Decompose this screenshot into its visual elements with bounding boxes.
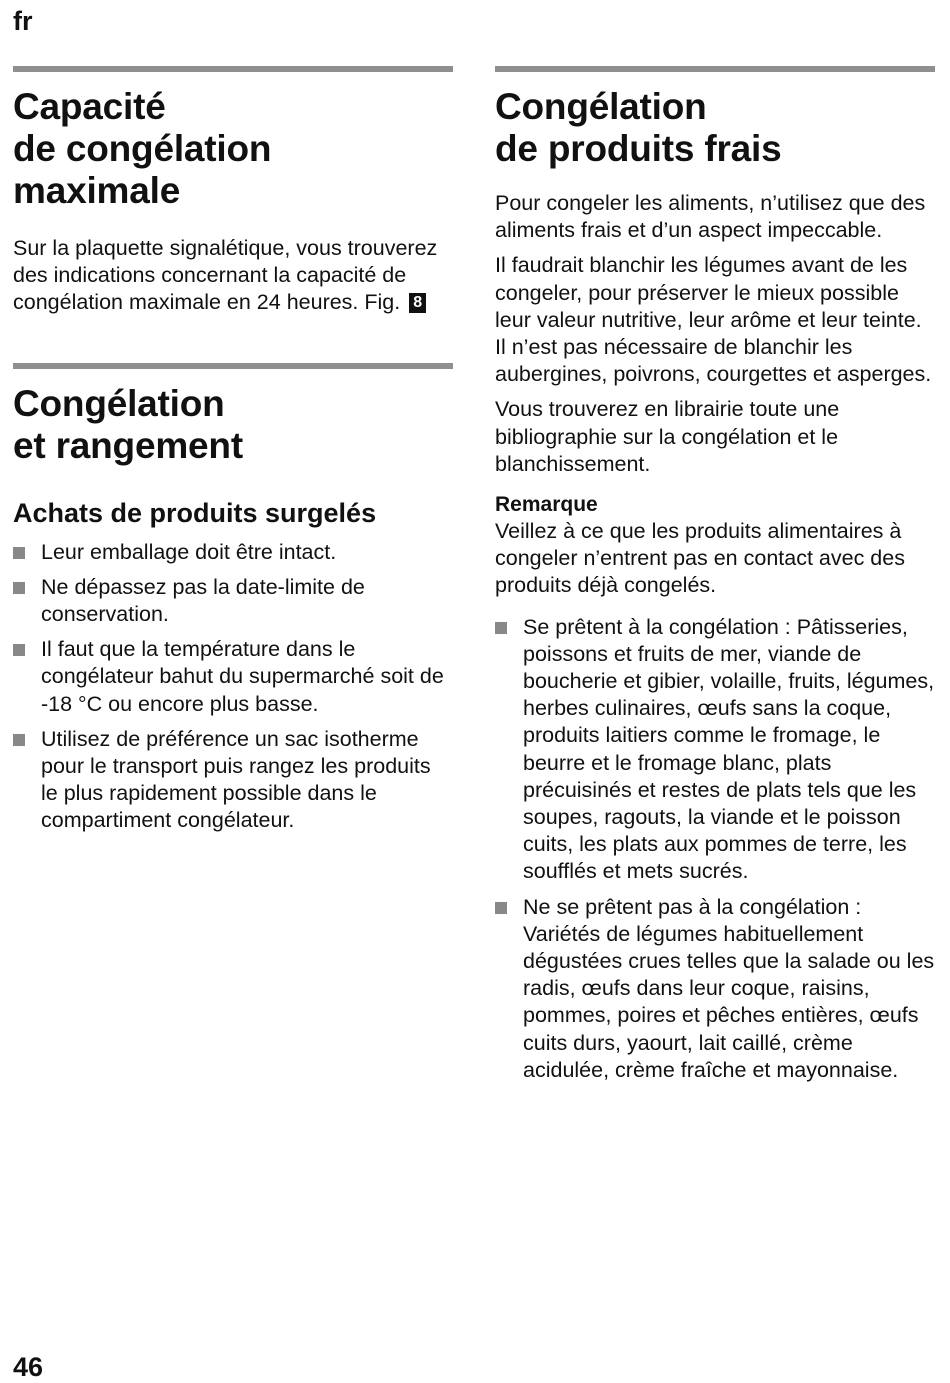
- left-column: [13, 66, 453, 835]
- right-column: [495, 66, 935, 1084]
- square-bullet-icon: [13, 547, 25, 559]
- section-title-fresh-products: [495, 86, 935, 170]
- capacity-text: Sur la plaquette signalétique, vous trouverez des indications concernant la capacité de congélation maximale en 24 heures. Fig.: [13, 236, 438, 315]
- language-label: fr: [13, 6, 33, 36]
- title-line: Congélation: [495, 86, 707, 127]
- list-item-text: Il faut que la température dans le congélateur bahut du supermarché soit de -18 °C ou encore plus basse.: [41, 637, 444, 716]
- list-item-text: Utilisez de préférence un sac isotherme pour le transport puis rangez les produits le plus rapidement possible dans le compartiment congélateur.: [41, 726, 431, 833]
- figure-reference-badge: 8: [409, 293, 426, 313]
- title-line: de congélation: [13, 128, 272, 169]
- title-line: maximale: [13, 170, 181, 211]
- list-item: [13, 539, 453, 566]
- list-item: [495, 614, 935, 886]
- section-rule: [13, 363, 453, 369]
- frozen-purchases-list: [13, 539, 453, 835]
- square-bullet-icon: [495, 902, 507, 914]
- title-line: Congélation: [13, 382, 225, 424]
- list-item: [13, 726, 453, 835]
- list-item-text: Leur emballage doit être intact.: [41, 539, 337, 564]
- list-item-text: Ne dépassez pas la date-limite de conservation.: [41, 574, 365, 627]
- section-rule: [13, 66, 453, 72]
- section-freezing-storage: [13, 363, 453, 835]
- page-number: 46: [13, 1352, 44, 1382]
- square-bullet-icon: [495, 622, 507, 634]
- section-title-freezing-storage: [13, 383, 453, 467]
- list-item-text: Se prêtent à la congélation : Pâtisseries, poissons et fruits de mer, viande de boucherie et gibier, volaille, fruits, légumes, herbes culinaires, œufs sans la coque, produits laitiers comme le fromage, le beurre et le fromage blanc, plats précuisinés et restes de plats tels que les soupes, ragouts, la viande et le poisson cuits, les plats aux pommes de terre, les soufflés et mets sucrés.: [523, 614, 935, 884]
- paragraph: Vous trouverez en librairie toute une bibliographie sur la congélation et le blanchissement.: [495, 397, 840, 476]
- title-line: Capacité: [13, 86, 166, 127]
- square-bullet-icon: [13, 644, 25, 656]
- title-line: de produits frais: [495, 128, 782, 169]
- capacity-paragraph: [13, 235, 453, 317]
- list-item: [13, 574, 453, 628]
- title-line: et rangement: [13, 424, 243, 466]
- section-title-capacity: [13, 86, 453, 212]
- paragraph: Pour congeler les aliments, n’utilisez que des aliments frais et d’un aspect impeccable.: [495, 191, 926, 243]
- square-bullet-icon: [13, 582, 25, 594]
- suitability-list: [495, 614, 935, 1084]
- list-item-text: Ne se prêtent pas à la congélation : Variétés de légumes habituellement dégustées crues telles que la salade ou les radis, œufs dans leur coque, raisins, pommes, poires et pêches entières, œufs cuits durs, yaourt, lait caillé, crème acidulée, crème fraîche et mayonnaise.: [523, 894, 935, 1082]
- list-item: [495, 894, 935, 1084]
- section-capacity: [13, 66, 453, 317]
- remark-text: Veillez à ce que les produits alimentaires à congeler n’entrent pas en contact avec des produits déjà congelés.: [495, 519, 905, 598]
- list-item: [13, 636, 453, 718]
- square-bullet-icon: [13, 734, 25, 746]
- section-rule: [495, 66, 935, 72]
- fresh-products-body: [495, 190, 935, 478]
- subsection-title-frozen-purchases: Achats de produits surgelés: [13, 497, 377, 528]
- remark-heading: Remarque: [495, 493, 598, 517]
- paragraph: Il faudrait blanchir les légumes avant de les congeler, pour préserver le mieux possible leur valeur nutritive, leur arôme et leur teinte. Il n’est pas nécessaire de blanchir les aubergines, poivrons, courgettes et asperges.: [495, 253, 932, 387]
